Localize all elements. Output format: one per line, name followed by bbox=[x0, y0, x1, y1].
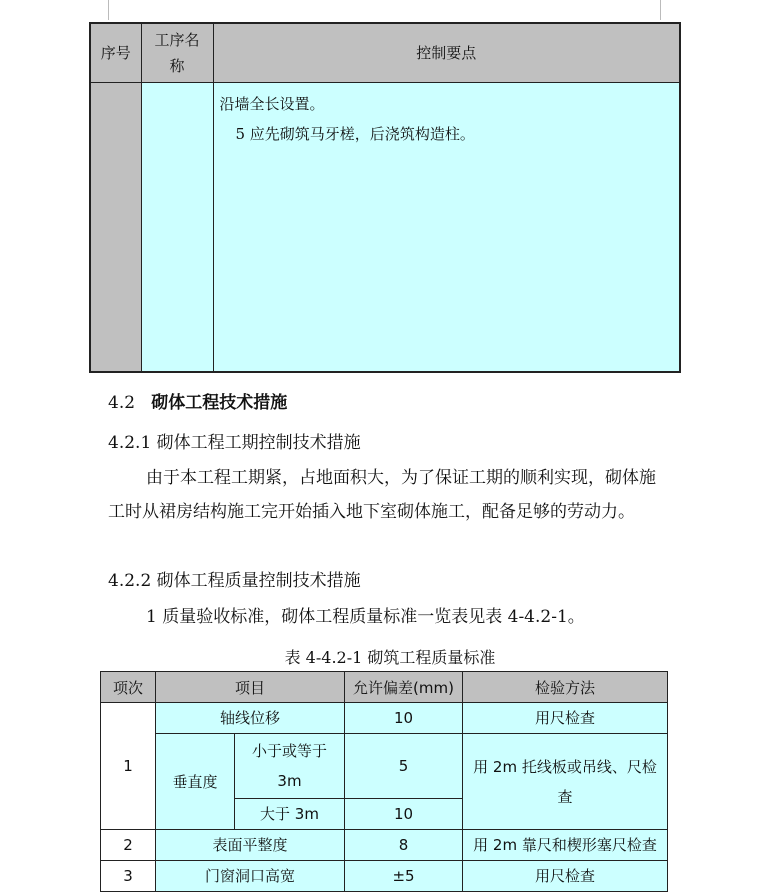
header-process-name: 工序名 称 bbox=[141, 23, 213, 83]
paragraph-schedule: 由于本工程工期紧，占地面积大，为了保证工期的顺利实现，砌体施工时从裙房结构施工完开始插入地下室砌体施工，配备足够的劳动力。 bbox=[108, 468, 656, 522]
tol-flatness: 8 bbox=[345, 830, 463, 861]
control-points-table bbox=[89, 22, 681, 373]
item-opening: 门窗洞口高宽 bbox=[156, 861, 345, 892]
header-tolerance: 允许偏差(mm) bbox=[345, 672, 463, 703]
row-idx-1: 1 bbox=[101, 703, 156, 830]
tol-gt3m: 10 bbox=[345, 799, 463, 830]
subsection-heading-1: 4.2.1 砌体工程工期控制技术措施 bbox=[108, 433, 361, 453]
sub-item-le3m: 小于或等于3m bbox=[235, 734, 345, 799]
table-caption: 表 4-4.2-1 砌筑工程质量标准 bbox=[284, 648, 496, 667]
content-line: 5 应先砌筑马牙槎，后浇筑构造柱。 bbox=[235, 125, 475, 143]
section-heading: 4.2 砌体工程技术措施 bbox=[108, 393, 288, 413]
subsection-heading-2: 4.2.2 砌体工程质量控制技术措施 bbox=[108, 571, 361, 591]
tol-le3m: 5 bbox=[345, 734, 463, 799]
cell-control-content bbox=[213, 83, 680, 373]
quality-standard-table bbox=[100, 671, 668, 892]
margin-mark-right bbox=[660, 0, 661, 20]
item-flatness: 表面平整度 bbox=[156, 830, 345, 861]
method-axis: 用尺检查 bbox=[463, 703, 668, 734]
paragraph-quality: 1 质量验收标准，砌体工程质量标准一览表见表 4-4.2-1。 bbox=[146, 607, 585, 627]
content-line: 沿墙全长设置。 bbox=[219, 95, 325, 113]
tol-axis: 10 bbox=[345, 703, 463, 734]
cell-process bbox=[141, 83, 213, 373]
method-opening: 用尺检查 bbox=[463, 861, 668, 892]
method-flatness: 用 2m 靠尺和楔形塞尺检查 bbox=[463, 830, 668, 861]
row-idx-3: 3 bbox=[101, 861, 156, 892]
header-method: 检验方法 bbox=[463, 672, 668, 703]
row-idx-2: 2 bbox=[101, 830, 156, 861]
item-verticality: 垂直度 bbox=[156, 734, 235, 830]
margin-mark-left bbox=[108, 0, 109, 20]
item-axis: 轴线位移 bbox=[156, 703, 345, 734]
header-seq: 序号 bbox=[90, 23, 141, 83]
header-item: 项目 bbox=[156, 672, 345, 703]
sub-item-gt3m: 大于 3m bbox=[235, 799, 345, 830]
method-verticality: 用 2m 托线板或吊线、尺检查 bbox=[463, 734, 668, 830]
header-item-no: 项次 bbox=[101, 672, 156, 703]
header-control-points: 控制要点 bbox=[213, 23, 680, 83]
tol-opening: ±5 bbox=[345, 861, 463, 892]
cell-seq bbox=[90, 83, 141, 373]
